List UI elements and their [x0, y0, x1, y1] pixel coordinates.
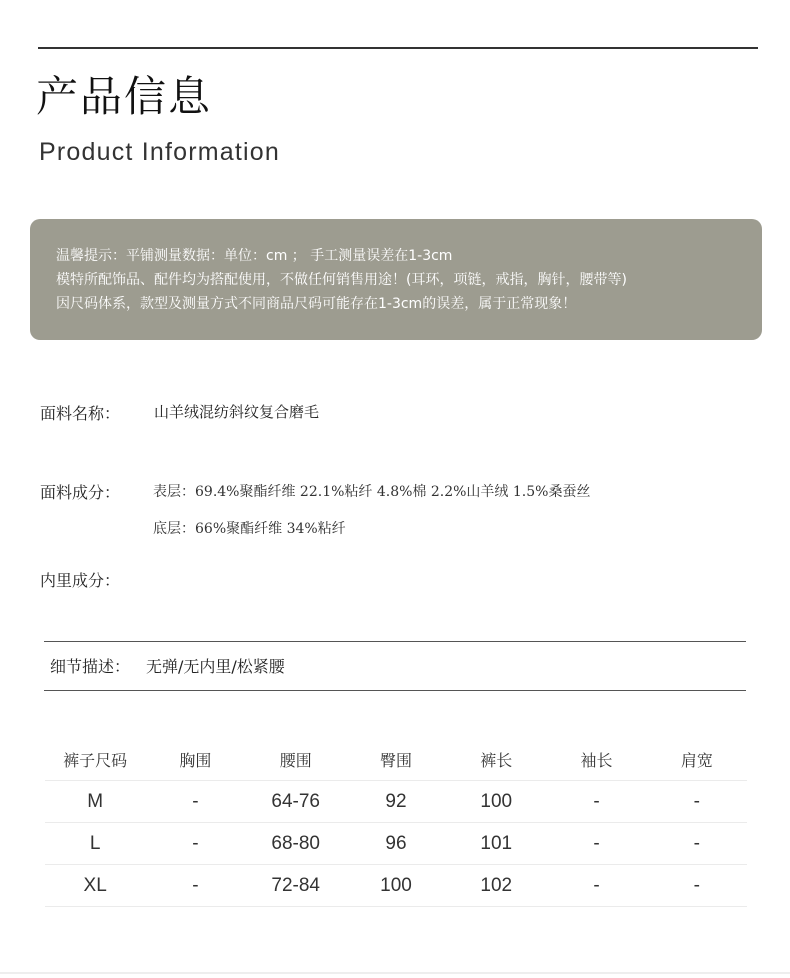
cell-shoulder: -	[647, 865, 747, 907]
detail-bottom-divider	[44, 690, 746, 691]
cell-chest: -	[145, 781, 245, 823]
detail-value: 无弹/无内里/松紧腰	[146, 657, 285, 676]
cell-hip: 100	[346, 865, 446, 907]
cell-chest: -	[145, 865, 245, 907]
detail-top-divider	[44, 641, 746, 642]
cell-waist: 68-80	[246, 823, 346, 865]
size-table	[45, 738, 747, 907]
cell-sleeve: -	[546, 781, 646, 823]
notice-line: 模特所配饰品、配件均为搭配使用，不做任何销售用途！(耳环，项链，戒指，胸针，腰带等)	[56, 272, 627, 288]
cell-sleeve: -	[546, 823, 646, 865]
composition-base: 底层：66%聚酯纤维 34%粘纤	[153, 521, 346, 537]
cell-shoulder: -	[647, 781, 747, 823]
cell-shoulder: -	[647, 823, 747, 865]
header-hip: 臀围	[346, 738, 446, 781]
detail-label: 细节描述：	[50, 657, 131, 676]
header-length: 裤长	[446, 738, 546, 781]
header-size: 裤子尺码	[45, 738, 145, 781]
bottom-divider	[0, 972, 790, 974]
cell-length: 100	[446, 781, 546, 823]
cell-waist: 64-76	[246, 781, 346, 823]
table-row	[45, 823, 747, 865]
cell-size: XL	[45, 865, 145, 907]
header-waist: 腰围	[246, 738, 346, 781]
header-sleeve: 袖长	[546, 738, 646, 781]
cell-size: L	[45, 823, 145, 865]
fabric-composition-label: 面料成分：	[40, 483, 121, 502]
cell-sleeve: -	[546, 865, 646, 907]
fabric-name-value: 山羊绒混纺斜纹复合磨毛	[154, 403, 320, 421]
header-shoulder: 肩宽	[647, 738, 747, 781]
detail-row	[50, 654, 285, 677]
cell-length: 102	[446, 865, 546, 907]
cell-hip: 96	[346, 823, 446, 865]
page-title: 产品信息	[36, 72, 213, 121]
cell-chest: -	[145, 823, 245, 865]
composition-outer: 表层：69.4%聚酯纤维 22.1%粘纤 4.8%棉 2.2%山羊绒 1.5%桑蚕丝	[153, 484, 591, 500]
page-subtitle: Product Information	[39, 138, 280, 166]
notice-box	[30, 219, 762, 340]
notice-line: 因尺码体系，款型及测量方式不同商品尺码可能存在1-3cm的误差，属于正常现象！	[56, 296, 577, 312]
cell-length: 101	[446, 823, 546, 865]
top-divider	[38, 47, 758, 49]
cell-hip: 92	[346, 781, 446, 823]
size-table-header	[45, 738, 747, 781]
table-row	[45, 865, 747, 907]
lining-label: 内里成分：	[40, 571, 121, 590]
fabric-name-label: 面料名称：	[40, 404, 121, 423]
cell-waist: 72-84	[246, 865, 346, 907]
table-row	[45, 781, 747, 823]
header-chest: 胸围	[145, 738, 245, 781]
notice-line: 温馨提示：平铺测量数据：单位：cm ； 手工测量误差在1-3cm	[56, 248, 453, 264]
cell-size: M	[45, 781, 145, 823]
